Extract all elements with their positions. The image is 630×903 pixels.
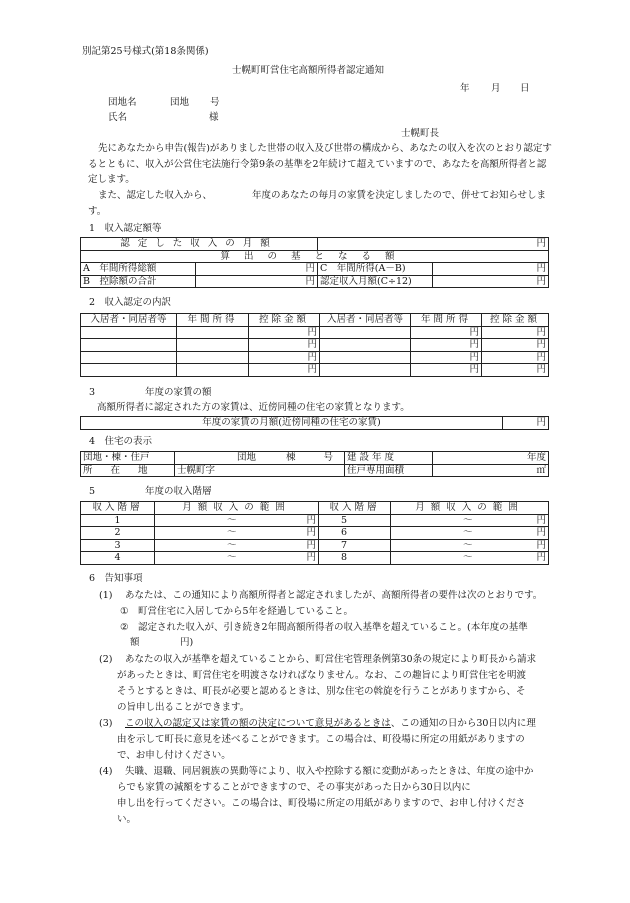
notice-3-line-2: 由を示して町長に意見を述べることができます。この場合は、町役場に所定の用紙がありますの bbox=[117, 734, 525, 745]
notice-1b-text: 認定された収入が、引き続き2年間高額所得者の収入基準を超えていること。(本年度の基準 bbox=[138, 622, 528, 633]
section-5-heading: 年度の収入階層 bbox=[145, 486, 212, 497]
monthly-rent-value: 円 bbox=[503, 417, 549, 430]
range-cell: ～ 円 bbox=[391, 539, 549, 552]
danchi-label: 団地名 bbox=[108, 97, 137, 108]
mayor-signature: 士幌町長 bbox=[401, 128, 440, 139]
range-col-header-left: 月額収入の範囲 bbox=[155, 502, 319, 515]
deduct-cell: 円 bbox=[249, 351, 320, 364]
notice-3-number: (3) bbox=[99, 718, 113, 729]
address-value: 士幌町字 bbox=[175, 464, 345, 477]
income-col-header-right: 年間所得 bbox=[411, 314, 482, 327]
table-row bbox=[81, 552, 549, 565]
level-cell: 4 bbox=[81, 552, 155, 565]
section-2-heading: 2 収入認定の内訳 bbox=[89, 297, 172, 308]
range-cell: ～ 円 bbox=[155, 539, 319, 552]
annual-income-total-label: A 年間所得総額 bbox=[81, 263, 196, 276]
range-cell: ～ 円 bbox=[155, 527, 319, 540]
area-value: ㎡ bbox=[433, 464, 549, 477]
monthly-rent-label: 年度の家賃の月額(近傍同種の住宅の家賃) bbox=[81, 417, 503, 430]
income-breakdown-table bbox=[80, 313, 549, 377]
notice-1a-number: ① bbox=[120, 606, 129, 617]
level-cell: 3 bbox=[81, 539, 155, 552]
table-row bbox=[81, 539, 549, 552]
range-cell: ～ 円 bbox=[391, 527, 549, 540]
deduct-cell: 円 bbox=[249, 339, 320, 352]
level-cell: 2 bbox=[81, 527, 155, 540]
notice-4-number: (4) bbox=[99, 766, 113, 777]
range-cell: ～ 円 bbox=[391, 514, 549, 527]
member-col-header-right: 入居者・同居者等 bbox=[320, 314, 411, 327]
level-cell: 7 bbox=[319, 539, 391, 552]
notice-3-rest: 、この通知の日から30日以内に理 bbox=[390, 718, 536, 729]
build-year-value: 年度 bbox=[433, 452, 549, 465]
housing-unit-label: 団地・棟・住戸 bbox=[81, 452, 175, 465]
recognized-monthly-label: 認定収入月額(C÷12) bbox=[318, 275, 433, 288]
recognized-monthly-income-value: 円 bbox=[318, 238, 549, 251]
notice-3-line-3: で、お申し付けください。 bbox=[117, 750, 231, 761]
notice-1b-amount-label: 額 bbox=[130, 637, 140, 648]
to-text: 棟 bbox=[286, 452, 296, 464]
level-cell: 5 bbox=[319, 514, 391, 527]
recognized-monthly-value: 円 bbox=[433, 275, 549, 288]
form-number: 別記第25号様式(第18条関係) bbox=[82, 46, 209, 57]
level-col-header-left: 収入階層 bbox=[81, 502, 155, 515]
go-text: 号 bbox=[323, 452, 334, 464]
level-cell: 1 bbox=[81, 514, 155, 527]
deduct-col-header-right: 控除金額 bbox=[482, 314, 549, 327]
annual-income-net-label: C 年間所得(A－B) bbox=[318, 263, 433, 276]
document-title: 士幌町町営住宅高額所得者認定通知 bbox=[232, 65, 385, 76]
income-col-header-left: 年間所得 bbox=[177, 314, 249, 327]
level-cell: 6 bbox=[319, 527, 391, 540]
notice-2-line-1: あなたの収入が基準を超えていることから、町営住宅管理条例第30条の規定により町長から請求 bbox=[125, 654, 537, 665]
notice-1-text: あなたは、この通知により高額所得者と認定されましたが、高額所得者の要件は次のとおりです。 bbox=[125, 590, 543, 601]
deduct-cell: 円 bbox=[249, 326, 320, 339]
intro-paragraph-1: 先にあなたから申告(報告)がありました世帯の収入及び世帯の構成から、あなたの収入を次のとおり認定するとともに、収入が公営住宅法施行令第9条の基準を2年続けて超えていますので、あなたを高額所得者と認定します。 bbox=[88, 143, 552, 185]
deduct-cell: 円 bbox=[482, 351, 549, 364]
section-6-heading: 6 告知事項 bbox=[89, 573, 143, 584]
annual-income-total-value: 円 bbox=[196, 263, 318, 276]
go-label: 号 bbox=[210, 97, 220, 108]
section-3-number: 3 bbox=[89, 387, 96, 398]
section-3-heading: 年度の家賃の額 bbox=[145, 387, 212, 398]
danchi-text: 団地 bbox=[237, 452, 257, 464]
notice-1b-number: ② bbox=[120, 622, 129, 633]
section-1-heading: 1 収入認定額等 bbox=[89, 223, 162, 234]
section-4-heading: 4 住宅の表示 bbox=[89, 436, 153, 447]
table-row bbox=[81, 326, 549, 339]
address-label: 所在地 bbox=[81, 464, 175, 477]
notice-4-line-3: 申し出を行ってください。この場合は、町役場に所定の用紙がありますので、お申し付けくださ bbox=[117, 798, 526, 809]
deduction-total-label: B 控除額の合計 bbox=[81, 275, 196, 288]
notice-2-number: (2) bbox=[99, 654, 113, 665]
deduct-cell: 円 bbox=[482, 339, 549, 352]
danchi-suffix: 団地 bbox=[170, 97, 190, 108]
name-label: 氏名 bbox=[108, 112, 128, 123]
deduct-cell: 円 bbox=[482, 364, 549, 377]
table-row bbox=[81, 514, 549, 527]
rent-table bbox=[80, 416, 549, 430]
calculation-basis-label: 算出の基となる額 bbox=[81, 250, 549, 263]
income-recognition-table bbox=[80, 237, 549, 288]
date-month: 月 bbox=[491, 83, 501, 94]
housing-unit-value bbox=[175, 452, 345, 465]
notice-2-line-2: があったときは、町営住宅を明渡さなければなりません。なお、この趣旨により町営住宅を明渡 bbox=[117, 670, 526, 681]
table-row bbox=[81, 527, 549, 540]
range-col-header-right: 月額収入の範囲 bbox=[391, 502, 549, 515]
recognized-monthly-income-label: 認定した収入の月額 bbox=[81, 238, 318, 251]
section-5-number: 5 bbox=[89, 486, 96, 497]
level-col-header-right: 収入階層 bbox=[319, 502, 391, 515]
section-3-text: 高額所得者に認定された方の家賃は、近傍同種の住宅の家賃となります。 bbox=[97, 402, 410, 413]
sama-label: 様 bbox=[209, 112, 219, 123]
intro-paragraph-2: また、認定した収入から、 年度のあなたの毎月の家賃を決定しましたので、併せてお知らせします。 bbox=[88, 190, 547, 217]
table-row bbox=[81, 364, 549, 377]
date-day: 日 bbox=[520, 83, 530, 94]
range-cell: ～ 円 bbox=[391, 552, 549, 565]
table-row bbox=[81, 339, 549, 352]
date-year: 年 bbox=[460, 83, 470, 94]
notice-1-number: (1) bbox=[99, 590, 113, 601]
income-level-table bbox=[80, 501, 549, 565]
notice-3-underlined: この収入の認定又は家賃の額の決定について意見があるときは bbox=[125, 718, 391, 729]
notice-4-line-2: らでも家賃の減額をすることができますので、その事実があった日から30日以内に bbox=[117, 782, 471, 793]
build-year-label: 建設年度 bbox=[345, 452, 433, 465]
deduct-cell: 円 bbox=[249, 364, 320, 377]
income-cell: 円 bbox=[411, 364, 482, 377]
notice-1b-amount-yen: 円) bbox=[180, 637, 194, 648]
notice-4-line-1: 失職、退職、同居親族の異動等により、収入や控除する額に変動があったときは、年度の途中か bbox=[125, 766, 534, 777]
deduct-cell: 円 bbox=[482, 326, 549, 339]
deduction-total-value: 円 bbox=[196, 275, 318, 288]
range-cell: ～ 円 bbox=[155, 514, 319, 527]
income-cell: 円 bbox=[411, 326, 482, 339]
housing-table bbox=[80, 451, 549, 477]
income-cell: 円 bbox=[411, 339, 482, 352]
notice-2-line-4: の旨申し出ることができます。 bbox=[117, 702, 250, 713]
notice-4-line-4: い。 bbox=[117, 814, 137, 825]
income-cell: 円 bbox=[411, 351, 482, 364]
area-label: 住戸専用面積 bbox=[345, 464, 433, 477]
annual-income-net-value: 円 bbox=[433, 263, 549, 276]
deduct-col-header-left: 控除金額 bbox=[249, 314, 320, 327]
notice-1a-text: 町営住宅に入居してから5年を経過していること。 bbox=[138, 606, 354, 617]
level-cell: 8 bbox=[319, 552, 391, 565]
member-col-header-left: 入居者・同居者等 bbox=[81, 314, 177, 327]
range-cell: ～ 円 bbox=[155, 552, 319, 565]
notice-2-line-3: そうとするときは、町長が必要と認めるときは、別な住宅の斡旋を行うことがありますから、そ bbox=[117, 686, 526, 697]
table-row bbox=[81, 351, 549, 364]
notice-3-line-1 bbox=[125, 716, 536, 731]
